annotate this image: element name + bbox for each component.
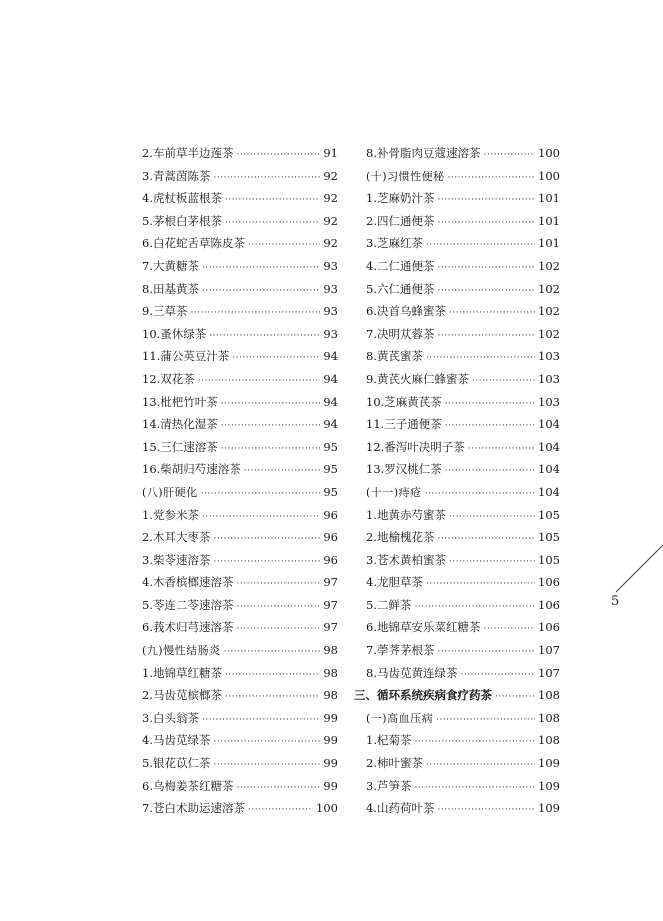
- toc-entry-page: 95: [323, 439, 338, 454]
- toc-entry-title: 6.乌梅姜茶红糖茶: [142, 778, 234, 793]
- toc-entry-page: 105: [538, 552, 560, 567]
- toc-entry-title: 7.苍白术助运速溶茶: [142, 801, 245, 816]
- toc-entry-title: 6.决首乌蜂蜜茶: [366, 304, 446, 319]
- toc-entry-title: 8.田基黄茶: [142, 281, 199, 296]
- page-number: 5: [611, 594, 620, 609]
- toc-entry-page: 99: [323, 710, 338, 725]
- toc-entry-title: 12.番泻叶决明子茶: [366, 439, 465, 454]
- toc-entry-title: 11.三子通便茶: [366, 417, 442, 432]
- toc-entry-page: 109: [538, 778, 560, 793]
- toc-entry-title: 1.杞菊茶: [366, 733, 412, 748]
- toc-entry-title: (九)慢性结肠炎: [142, 644, 221, 658]
- toc-entry-page: 104: [538, 417, 560, 432]
- toc-entry-page: 93: [323, 258, 338, 273]
- toc-entry-page: 93: [323, 281, 338, 296]
- toc-entry-title: 三、循环系统疾病食疗药茶: [354, 688, 492, 703]
- toc-entry-title: 3.苍术黄柏蜜茶: [366, 552, 446, 567]
- toc-entry-page: 102: [538, 326, 560, 341]
- toc-entry-page: 94: [323, 371, 338, 386]
- toc-entry-title: 4.虎杖板蓝根茶: [142, 191, 222, 206]
- toc-entry-page: 101: [538, 236, 560, 251]
- toc-entry-page: 98: [323, 665, 338, 680]
- toc-entry-page: 105: [538, 507, 560, 522]
- toc-entry-title: 1.党参米茶: [142, 507, 199, 522]
- toc-entry-page: 92: [323, 191, 338, 206]
- toc-entry-page: 103: [538, 349, 560, 364]
- toc-entry-page: 109: [538, 801, 560, 816]
- toc-entry-page: 108: [538, 710, 560, 725]
- toc-entry-title: 1.地黄赤芍蜜茶: [366, 507, 446, 522]
- toc-entry-title: 8.黄芪蜜茶: [366, 349, 423, 364]
- toc-entry-page: 96: [323, 552, 338, 567]
- toc-entry-page: 104: [538, 439, 560, 454]
- toc-entry-title: 2.木耳大枣茶: [142, 530, 211, 545]
- toc-entry-title: 5.苓连二苓速溶茶: [142, 597, 234, 612]
- toc-entry-title: 2.马齿苋槟榔茶: [142, 688, 222, 703]
- toc-entry-page: 100: [538, 146, 560, 160]
- toc-entry-page: 102: [538, 304, 560, 319]
- toc-entry-page: 95: [323, 484, 338, 499]
- toc-entry-title: 10.蚤休绿茶: [142, 326, 207, 341]
- toc-entry-title: 3.白头翁茶: [142, 710, 199, 725]
- toc-entry-page: 99: [323, 756, 338, 771]
- toc-entry-page: 94: [323, 417, 338, 432]
- toc-entry-title: 1.芝麻奶汁茶: [366, 191, 435, 206]
- toc-entry-title: 4.龙胆草茶: [366, 575, 423, 590]
- toc-entry-page: 94: [323, 349, 338, 364]
- toc-entry-title: 3.芦笋茶: [366, 778, 412, 793]
- toc-entry-title: 9.黄芪火麻仁蜂蜜茶: [366, 371, 469, 386]
- toc-entry-title: 13.枇杷竹叶茶: [142, 394, 218, 409]
- toc-entry-title: 2.四仁通便茶: [366, 213, 435, 228]
- toc-entry-page: 106: [538, 620, 560, 635]
- toc-entry-title: 2.车前草半边莲茶: [142, 146, 234, 160]
- toc-entry-title: 9.三草茶: [142, 304, 188, 319]
- toc-entry-title: (一)高血压病: [366, 711, 434, 725]
- toc-entry-page: 100: [316, 801, 338, 816]
- toc-entry-page: 103: [538, 394, 560, 409]
- toc-entry-title: 4.山药荷叶茶: [366, 801, 435, 816]
- toc-entry-title: 2.地榆槐花茶: [366, 530, 435, 545]
- toc-entry-page: 99: [323, 733, 338, 748]
- toc-entry-title: 4.马齿苋绿茶: [142, 733, 211, 748]
- toc-entry-title: 7.决明苁蓉茶: [366, 326, 435, 341]
- toc-entry-page: 95: [323, 462, 338, 477]
- toc-entry-title: 7.大黄糖茶: [142, 258, 199, 273]
- toc-entry-page: 97: [323, 597, 338, 612]
- toc-entry-title: 4.木香槟榔速溶茶: [142, 575, 234, 590]
- toc-entry-title: 3.柴苓速溶茶: [142, 552, 211, 567]
- toc-entry-page: 92: [323, 236, 338, 251]
- toc-entry-page: 101: [538, 191, 560, 206]
- toc-entry-title: 15.三仁速溶茶: [142, 439, 218, 454]
- toc-entry-title: 3.芝麻红茶: [366, 236, 423, 251]
- toc-entry-title: 5.银花苡仁茶: [142, 756, 211, 771]
- toc-entry-page: 107: [538, 665, 560, 680]
- toc-entry-page: 96: [323, 530, 338, 545]
- toc-entry-title: 2.柿叶蜜茶: [366, 756, 423, 771]
- toc-entry-page: 94: [323, 394, 338, 409]
- toc-entry-title: 4.二仁通便茶: [366, 258, 435, 273]
- toc-entry-title: (八)肝硬化: [142, 485, 198, 499]
- toc-entry-page: 108: [538, 733, 560, 748]
- toc-entry-title: 6.地锦草安乐菜红糖茶: [366, 620, 481, 635]
- toc-entry-title: 3.青蒿茵陈茶: [142, 168, 211, 183]
- toc-entry-title: 6.白花蛇舌草陈皮茶: [142, 236, 245, 251]
- toc-entry-title: 10.芝麻黄芪茶: [366, 394, 442, 409]
- toc-entry-title: 14.清热化湿茶: [142, 417, 218, 432]
- toc-entry-page: 100: [538, 168, 560, 183]
- toc-entry-page: 105: [538, 530, 560, 545]
- toc-entry-page: 93: [323, 304, 338, 319]
- toc-entry-page: 104: [538, 484, 560, 499]
- toc-entry-title: 5.茅根白茅根茶: [142, 213, 222, 228]
- toc-entry-page: 99: [323, 778, 338, 793]
- toc-entry-title: 7.荸荠茅根茶: [366, 643, 435, 658]
- toc-entry-page: 92: [323, 168, 338, 183]
- toc-entry-title: 12.双花茶: [142, 371, 195, 386]
- toc-entry-title: 13.罗汉桃仁茶: [366, 462, 442, 477]
- toc-entry-title: 8.补骨脂肉豆蔻速溶茶: [366, 146, 481, 160]
- toc-entry-page: 108: [538, 688, 560, 703]
- toc-entry-page: 107: [538, 643, 560, 658]
- toc-entry-title: (十)习惯性便秘: [366, 169, 445, 183]
- toc-entry-page: 101: [538, 213, 560, 228]
- toc-entry-page: 109: [538, 756, 560, 771]
- toc-entry-title: 11.蒲公英豆汁茶: [142, 349, 230, 364]
- toc-entry-page: 102: [538, 281, 560, 296]
- toc-entry-page: 97: [323, 620, 338, 635]
- toc-entry-page: 106: [538, 575, 560, 590]
- toc-entry-page: 102: [538, 258, 560, 273]
- toc-entry-title: 1.地锦草红糖茶: [142, 665, 222, 680]
- toc-entry-page: 103: [538, 371, 560, 386]
- toc-entry-title: 16.柴胡归芍速溶茶: [142, 462, 241, 477]
- toc-entry-page: 92: [323, 213, 338, 228]
- toc-entry-title: 6.莪术归芎速溶茶: [142, 620, 234, 635]
- toc-entry-title: 5.六仁通便茶: [366, 281, 435, 296]
- toc-entry-page: 98: [323, 688, 338, 703]
- toc-entry-page: 91: [323, 146, 338, 160]
- toc-entry-page: 98: [323, 643, 338, 658]
- toc-entry-title: (十一)痔疮: [366, 485, 422, 499]
- toc-entry-page: 93: [323, 326, 338, 341]
- toc-entry-page: 96: [323, 507, 338, 522]
- toc-entry-page: 106: [538, 597, 560, 612]
- toc-entry-title: 8.马齿苋黄连绿茶: [366, 665, 458, 680]
- toc-entry-title: 5.二鲜茶: [366, 597, 412, 612]
- toc-entry-page: 104: [538, 462, 560, 477]
- toc-entry-page: 97: [323, 575, 338, 590]
